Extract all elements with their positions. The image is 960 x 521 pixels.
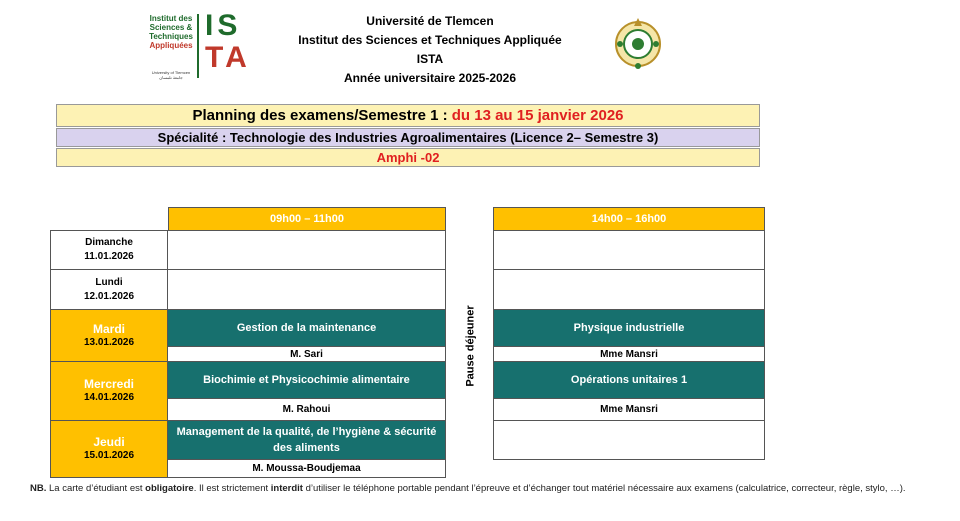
teacher-mercredi-morning: M. Rahoui <box>167 398 446 421</box>
university-seal-icon <box>612 14 664 72</box>
day-name: Lundi <box>95 276 123 288</box>
exam-mercredi-afternoon: Opérations unitaires 1 <box>493 361 765 399</box>
ista-logo-letters <box>205 10 251 74</box>
exam-jeudi-morning: Management de la qualité, de l’hygiène & sécurité des aliments <box>167 420 446 460</box>
planning-prefix: Planning des examens/Semestre 1 : <box>192 107 452 124</box>
cell-lundi-afternoon <box>493 269 765 310</box>
day-date: 11.01.2026 <box>84 251 134 262</box>
speciality-title: Spécialité : Technologie des Industries Agroalimentaires (Licence 2– Semestre 3) <box>56 128 760 147</box>
day-name: Jeudi <box>93 435 125 449</box>
logo-line-2: Sciences & <box>149 23 193 32</box>
day-mercredi <box>50 361 168 421</box>
planning-dates: du 13 au 15 janvier 2026 <box>451 107 624 124</box>
teacher-mardi-afternoon: Mme Mansri <box>493 346 765 362</box>
cell-dimanche-morning <box>167 230 446 270</box>
note-nb: NB. <box>30 483 47 494</box>
logo-divider <box>197 14 199 78</box>
note-text-1: La carte d’étudiant est <box>46 483 146 494</box>
institute-acronym: ISTA <box>416 52 444 66</box>
day-name: Mercredi <box>83 377 135 391</box>
university-name: Université de Tlemcen <box>366 14 494 28</box>
day-name: Mardi <box>92 321 125 336</box>
exam-mardi-afternoon: Physique industrielle <box>493 309 765 347</box>
logo-letters-top: IS <box>205 9 242 42</box>
day-date: 15.01.2026 <box>83 450 135 461</box>
logo-line-4: Appliquées <box>149 41 193 50</box>
day-jeudi <box>50 420 168 478</box>
day-date: 12.01.2026 <box>83 290 135 302</box>
day-date: 13.01.2026 <box>83 336 135 348</box>
day-name: Dimanche <box>85 237 133 248</box>
day-dimanche <box>50 230 168 270</box>
logo-line-1: Institut des <box>149 14 193 23</box>
exam-mardi-morning: Gestion de la maintenance <box>167 309 446 347</box>
ista-logo-text <box>147 14 195 50</box>
room-title: Amphi -02 <box>56 148 760 167</box>
exam-rules-note <box>30 480 930 497</box>
cell-dimanche-afternoon <box>493 230 765 270</box>
cell-jeudi-afternoon <box>493 420 765 460</box>
teacher-mardi-morning: M. Sari <box>167 346 446 362</box>
cell-lundi-morning <box>167 269 446 310</box>
planning-title <box>56 104 760 127</box>
lunch-break <box>450 232 492 460</box>
slot-morning-header: 09h00 – 11h00 <box>168 207 446 231</box>
logo-small-text: University of Tlemcen جامعة تلمسان <box>151 70 191 80</box>
note-text-3: d’utiliser le téléphone portable pendant l’épreuve et d’échanger tout matériel nécessaire aux examens (calculatrice, correcteur, règle, stylo, …). <box>302 483 906 494</box>
day-lundi <box>50 269 168 310</box>
day-mardi <box>50 309 168 362</box>
logo-line-3: Techniques <box>149 32 193 41</box>
slot-afternoon-header: 14h00 – 16h00 <box>493 207 765 231</box>
exam-mercredi-morning: Biochimie et Physicochimie alimentaire <box>167 361 446 399</box>
teacher-mercredi-afternoon: Mme Mansri <box>493 398 765 421</box>
academic-year: Année universitaire 2025-2026 <box>343 71 517 85</box>
logo-letters-bottom: TA <box>205 41 251 74</box>
day-date: 14.01.2026 <box>83 392 135 403</box>
teacher-jeudi-morning: M. Moussa-Boudjemaa <box>167 459 446 478</box>
note-bold-2: interdit <box>270 483 303 494</box>
institute-name: Institut des Sciences et Techniques Appliquée <box>298 33 562 47</box>
note-bold-1: obligatoire <box>145 483 194 494</box>
lunch-break-label: Pause déjeuner <box>465 305 478 387</box>
note-text-2: . Il est strictement <box>193 483 271 494</box>
